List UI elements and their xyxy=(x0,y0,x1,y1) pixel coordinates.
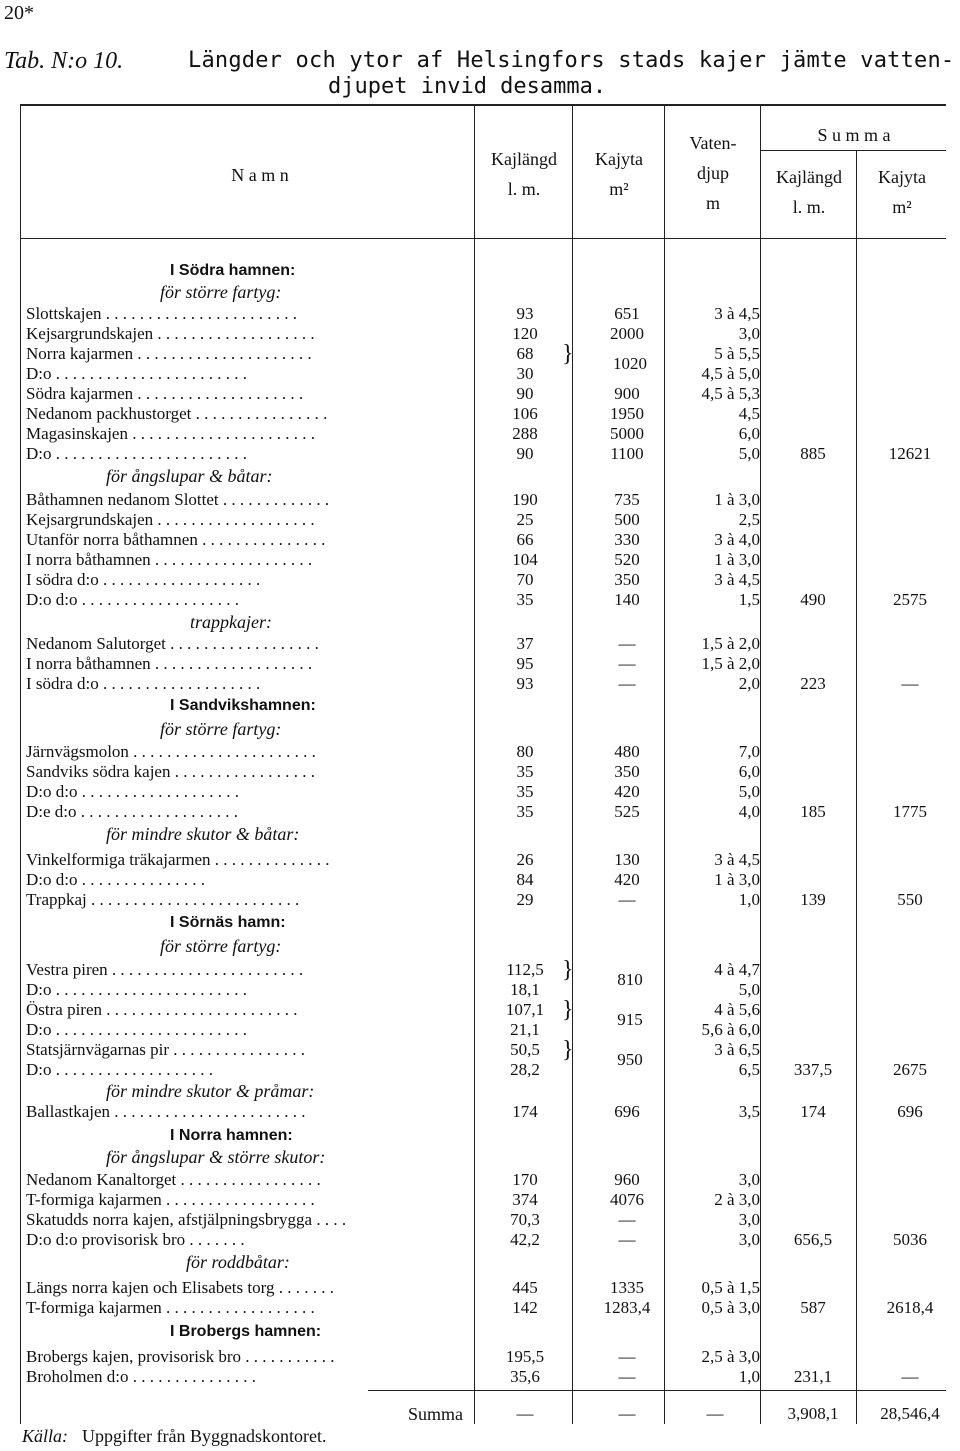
cell-c2: 350 xyxy=(614,570,640,589)
cell-c1: 120 xyxy=(512,324,538,343)
table-row xyxy=(0,1190,960,1210)
cell-c3: 1 à 3,0 xyxy=(714,490,760,509)
cell-c5: 1775 xyxy=(893,802,927,821)
cell-c5: 550 xyxy=(897,890,923,909)
cell-name: I södra d:o . . . . . . . . . . . . . . . . . . . xyxy=(26,570,261,589)
table-row xyxy=(0,1367,960,1387)
top-rule xyxy=(20,104,946,106)
table-row xyxy=(0,550,960,570)
cell-name: Skatudds norra kajen, afstjälpningsbrygga . . . . xyxy=(26,1210,347,1229)
cell-c3: 6,5 xyxy=(738,1060,760,1079)
cell-name: Brobergs kajen, provisorisk bro . . . . . . . . . . . xyxy=(26,1347,335,1366)
cell-c3: 1,0 xyxy=(738,1367,760,1386)
cell-c3: 1 à 3,0 xyxy=(714,870,760,889)
cell-c1: 104 xyxy=(512,550,538,569)
cell-c1: 190 xyxy=(512,490,538,509)
cell-c3: 5,0 xyxy=(738,444,760,463)
cell-c5: 2575 xyxy=(893,590,927,609)
cell-c1: 68 xyxy=(516,344,534,363)
cell-c3: 1,5 à 2,0 xyxy=(701,654,760,673)
cell-name: Trappkaj . . . . . . . . . . . . . . . . . . . . . . . . . xyxy=(26,890,300,909)
brace-glyph: } xyxy=(562,957,574,983)
cell-c3: 5,6 à 6,0 xyxy=(701,1020,760,1039)
cell-c4: 337,5 xyxy=(793,1060,833,1079)
cell-name: D:e d:o . . . . . . . . . . . . . . . . . . . xyxy=(26,802,239,821)
table-row xyxy=(0,1278,960,1298)
brace-value-row xyxy=(0,354,960,374)
cell-c2: 350 xyxy=(614,762,640,781)
header-bottom-rule xyxy=(20,238,946,239)
cell-c1: 35 xyxy=(516,762,534,781)
table-row xyxy=(0,384,960,404)
cell-c2: 420 xyxy=(614,782,640,801)
cell-name: D:o . . . . . . . . . . . . . . . . . . . . . . . xyxy=(26,980,247,999)
subsection-heading: för mindre skutor & båtar: xyxy=(106,824,300,844)
summa-kajyta: — xyxy=(618,1404,636,1423)
cell-c4: 885 xyxy=(800,444,826,463)
cell-c3: 4,5 à 5,3 xyxy=(701,384,760,403)
section-heading: I Sörnäs hamn: xyxy=(170,914,286,931)
subsection-heading: för roddbåtar: xyxy=(186,1252,290,1272)
subsection-heading: för större fartyg: xyxy=(160,719,282,739)
cell-name: Sandviks södra kajen . . . . . . . . . . . . . . . . . xyxy=(26,762,315,781)
cell-name: Kejsargrundskajen . . . . . . . . . . . . . . . . . . . xyxy=(26,324,315,343)
cell-c3: 1,5 xyxy=(738,590,760,609)
cell-c4: 139 xyxy=(800,890,826,909)
table-row xyxy=(0,1210,960,1230)
cell-c3: 1 à 3,0 xyxy=(714,550,760,569)
cell-c3: 2,5 à 3,0 xyxy=(701,1347,760,1366)
cell-name: Järnvägsmolon . . . . . . . . . . . . . . . . . . . . . . xyxy=(26,742,316,761)
brace-value-row xyxy=(0,1050,960,1070)
cell-c5: — xyxy=(901,674,919,693)
header-summa-kajyta-unit: m² xyxy=(892,197,912,217)
header-summa-kajyta: Kajyta xyxy=(878,167,926,187)
cell-name: D:o d:o . . . . . . . . . . . . . . . xyxy=(26,870,205,889)
cell-name: T-formiga kajarmen . . . . . . . . . . . . . . . . . . xyxy=(26,1298,315,1317)
cell-c1: 106 xyxy=(512,404,538,423)
summa-top-rule xyxy=(368,1390,946,1391)
cell-c3: 2,5 xyxy=(738,510,760,529)
cell-c3: 3 à 4,0 xyxy=(714,530,760,549)
cell-c1: 80 xyxy=(516,742,534,761)
cell-name: Slottskajen . . . . . . . . . . . . . . . . . . . . . . . xyxy=(26,304,298,323)
cell-c3: 3,5 xyxy=(738,1102,760,1121)
title-line-2: djupet invid desamma. xyxy=(328,74,607,99)
cell-c3: 4,5 à 5,0 xyxy=(701,364,760,383)
cell-c5: 12621 xyxy=(888,444,932,463)
cell-name: Norra kajarmen . . . . . . . . . . . . . . . . . . . . . xyxy=(26,344,312,363)
cell-c5: 5036 xyxy=(893,1230,927,1249)
cell-name: D:o . . . . . . . . . . . . . . . . . . . xyxy=(26,1060,213,1079)
table-row xyxy=(0,762,960,782)
cell-c4: 231,1 xyxy=(793,1367,833,1386)
cell-c2: 2000 xyxy=(610,324,644,343)
header-vatten-2: djup xyxy=(696,163,729,183)
cell-c1: 66 xyxy=(516,530,534,549)
section-heading: I Sandvikshamnen: xyxy=(170,697,316,714)
summa-kajlangd: — xyxy=(516,1404,534,1423)
cell-name: D:o d:o . . . . . . . . . . . . . . . . . . . xyxy=(26,782,239,801)
cell-c1: 84 xyxy=(516,870,534,889)
cell-c2: — xyxy=(618,1210,636,1229)
brace-value: 1020 xyxy=(613,354,647,373)
cell-c1: 142 xyxy=(512,1298,538,1317)
cell-c2: 960 xyxy=(614,1170,640,1189)
header-namn: N a m n xyxy=(231,165,289,185)
cell-name: Statsjärnvägarnas pir . . . . . . . . . . . . . . . . xyxy=(26,1040,306,1059)
header-summa-kajlangd-unit: l. m. xyxy=(792,197,826,217)
cell-c2: 130 xyxy=(614,850,640,869)
cell-c1: 26 xyxy=(516,850,534,869)
table-row xyxy=(0,674,960,694)
cell-name: D:o . . . . . . . . . . . . . . . . . . . . . . . xyxy=(26,444,247,463)
table-row xyxy=(0,424,960,444)
cell-name: Östra piren . . . . . . . . . . . . . . . . . . . . . . . xyxy=(26,1000,298,1019)
cell-name: Nedanom Salutorget . . . . . . . . . . . . . . . . . . xyxy=(26,634,319,653)
summa-label: Summa xyxy=(408,1404,464,1424)
cell-c3: 5,0 xyxy=(738,980,760,999)
cell-c3: 4 à 5,6 xyxy=(714,1000,760,1019)
cell-c5: 2618,4 xyxy=(886,1298,934,1317)
cell-name: Nedanom packhustorget . . . . . . . . . . . . . . . . xyxy=(26,404,328,423)
header-kajyta-unit: m² xyxy=(609,179,629,199)
cell-name: Längs norra kajen och Elisabets torg . . . . . . . xyxy=(26,1278,334,1297)
table-row xyxy=(0,304,960,324)
cell-name: Vestra piren . . . . . . . . . . . . . . . . . . . . . . . xyxy=(26,960,304,979)
cell-c3: 1,0 xyxy=(738,890,760,909)
source-label: Källa: xyxy=(22,1426,69,1446)
cell-c3: 2 à 3,0 xyxy=(714,1190,760,1209)
table-row xyxy=(0,490,960,510)
source-text: Uppgifter från Byggnadskontoret. xyxy=(82,1426,327,1446)
cell-c4: 587 xyxy=(800,1298,826,1317)
cell-c3: 4,0 xyxy=(738,802,760,821)
cell-name: I norra båthamnen . . . . . . . . . . . . . . . . . . . xyxy=(26,550,313,569)
cell-c2: — xyxy=(618,890,636,909)
cell-c1: 50,5 xyxy=(510,1040,540,1059)
table-row xyxy=(0,1230,960,1250)
cell-c3: 4 à 4,7 xyxy=(714,960,760,979)
cell-c4: 656,5 xyxy=(793,1230,833,1249)
brace-value-row xyxy=(0,1010,960,1030)
cell-c2: 330 xyxy=(614,530,640,549)
cell-c3: 5 à 5,5 xyxy=(714,344,760,363)
cell-c4: 185 xyxy=(800,802,826,821)
cell-c2: 5000 xyxy=(610,424,644,443)
cell-c5: 696 xyxy=(897,1102,923,1121)
cell-c1: 445 xyxy=(512,1278,538,1297)
cell-name: Ballastkajen . . . . . . . . . . . . . . . . . . . . . . . xyxy=(26,1102,306,1121)
section-heading: I Södra hamnen: xyxy=(170,262,296,279)
table-row xyxy=(0,890,960,910)
cell-c1: 112,5 xyxy=(506,960,544,979)
cell-c1: 95 xyxy=(516,654,534,673)
summa-total-kajyta: 28,546,4 xyxy=(880,1404,940,1423)
summa-sub-rule xyxy=(760,150,946,151)
brace-value: 950 xyxy=(617,1050,643,1069)
cell-name: Kejsargrundskajen . . . . . . . . . . . . . . . . . . . xyxy=(26,510,315,529)
table-row xyxy=(0,850,960,870)
cell-name: Magasinskajen . . . . . . . . . . . . . . . . . . . . . . xyxy=(26,424,315,443)
cell-c5: 2675 xyxy=(893,1060,927,1079)
cell-name: D:o . . . . . . . . . . . . . . . . . . . . . . . xyxy=(26,1020,247,1039)
brace-glyph: } xyxy=(562,341,574,367)
table-row xyxy=(0,634,960,654)
table-row xyxy=(0,510,960,530)
table-row xyxy=(0,590,960,610)
cell-c2: 900 xyxy=(614,384,640,403)
cell-c2: 525 xyxy=(614,802,640,821)
cell-c3: 1,5 à 2,0 xyxy=(701,634,760,653)
cell-c2: 500 xyxy=(614,510,640,529)
table-number: Tab. N:o 10. xyxy=(4,48,124,74)
cell-c1: 70 xyxy=(516,570,534,589)
cell-c1: 170 xyxy=(512,1170,538,1189)
table-row xyxy=(0,1102,960,1122)
brace-value: 915 xyxy=(617,1010,643,1029)
cell-name: D:o d:o . . . . . . . . . . . . . . . . . . . xyxy=(26,590,239,609)
cell-c3: 3 à 4,5 xyxy=(714,304,760,323)
cell-c2: 1335 xyxy=(610,1278,644,1297)
brace-value-row xyxy=(0,970,960,990)
cell-c1: 29 xyxy=(516,890,534,909)
cell-name: I södra d:o . . . . . . . . . . . . . . . . . . . xyxy=(26,674,261,693)
subsection-heading: för ångslupar & större skutor: xyxy=(106,1147,326,1167)
brace-glyph: } xyxy=(562,997,574,1023)
table-row xyxy=(0,1170,960,1190)
cell-c1: 35 xyxy=(516,802,534,821)
cell-c1: 25 xyxy=(516,510,534,529)
header-kajyta: Kajyta xyxy=(595,149,643,169)
cell-c1: 21,1 xyxy=(510,1020,540,1039)
table-row xyxy=(0,444,960,464)
subsection-heading: för ångslupar & båtar: xyxy=(106,466,273,486)
cell-c2: — xyxy=(618,1347,636,1366)
cell-c1: 93 xyxy=(516,304,534,323)
cell-c2: — xyxy=(618,634,636,653)
cell-c2: 735 xyxy=(614,490,640,509)
cell-c1: 35 xyxy=(516,590,534,609)
cell-c2: 420 xyxy=(614,870,640,889)
table-row xyxy=(0,1347,960,1367)
cell-c1: 35,6 xyxy=(510,1367,540,1386)
cell-c1: 70,3 xyxy=(510,1210,540,1229)
table-row xyxy=(0,870,960,890)
cell-name: Vinkelformiga träkajarmen . . . . . . . . . . . . . . xyxy=(26,850,330,869)
cell-c1: 288 xyxy=(512,424,538,443)
cell-c3: 3,0 xyxy=(738,324,760,343)
cell-c1: 37 xyxy=(516,634,534,653)
header-kajlangd: Kajlängd xyxy=(491,149,557,169)
cell-c3: 3 à 4,5 xyxy=(714,850,760,869)
cell-c3: 2,0 xyxy=(738,674,760,693)
cell-c2: — xyxy=(618,674,636,693)
cell-c3: 3 à 4,5 xyxy=(714,570,760,589)
cell-c5: — xyxy=(901,1367,919,1386)
section-heading: I Norra hamnen: xyxy=(170,1127,293,1144)
table-row xyxy=(0,530,960,550)
cell-c1: 18,1 xyxy=(510,980,540,999)
cell-c3: 4,5 xyxy=(738,404,760,423)
cell-c1: 28,2 xyxy=(510,1060,540,1079)
summa-row xyxy=(0,1404,960,1424)
cell-c3: 3,0 xyxy=(738,1210,760,1229)
cell-c4: 174 xyxy=(800,1102,826,1121)
cell-c1: 93 xyxy=(516,674,534,693)
cell-c2: 1100 xyxy=(610,444,644,463)
cell-c1: 42,2 xyxy=(510,1230,540,1249)
cell-c3: 0,5 à 3,0 xyxy=(701,1298,760,1317)
cell-name: Nedanom Kanaltorget . . . . . . . . . . . . . . . . . xyxy=(26,1170,321,1189)
cell-c1: 174 xyxy=(512,1102,538,1121)
cell-c2: — xyxy=(618,654,636,673)
cell-c1: 374 xyxy=(512,1190,538,1209)
cell-c4: 223 xyxy=(800,674,826,693)
subsection-heading: trappkajer: xyxy=(190,612,272,632)
subsection-heading: för mindre skutor & pråmar: xyxy=(106,1081,315,1101)
cell-name: D:o d:o provisorisk bro . . . . . . . xyxy=(26,1230,245,1249)
cell-c2: 140 xyxy=(614,590,640,609)
cell-name: I norra båthamnen . . . . . . . . . . . . . . . . . . . xyxy=(26,654,313,673)
cell-c2: 696 xyxy=(614,1102,640,1121)
cell-name: D:o . . . . . . . . . . . . . . . . . . . . . . . xyxy=(26,364,247,383)
table-row xyxy=(0,782,960,802)
table-row xyxy=(0,324,960,344)
section-heading: I Brobergs hamnen: xyxy=(170,1323,322,1340)
table-row xyxy=(0,404,960,424)
cell-c3: 0,5 à 1,5 xyxy=(701,1278,760,1297)
source-note xyxy=(22,1426,326,1447)
page-number: 20* xyxy=(4,2,34,24)
cell-c3: 3 à 6,5 xyxy=(714,1040,760,1059)
header-vatten: Vaten- xyxy=(689,133,737,153)
cell-name: Båthamnen nedanom Slottet . . . . . . . . . . . . . xyxy=(26,490,330,509)
cell-c3: 6,0 xyxy=(738,762,760,781)
cell-c1: 90 xyxy=(516,384,534,403)
brace-value: 810 xyxy=(617,970,643,989)
header-summa: S u m m a xyxy=(817,125,891,145)
cell-c2: 1283,4 xyxy=(603,1298,651,1317)
cell-c4: 490 xyxy=(800,590,826,609)
cell-name: Broholmen d:o . . . . . . . . . . . . . . . xyxy=(26,1367,256,1386)
cell-name: Södra kajarmen . . . . . . . . . . . . . . . . . . . . xyxy=(26,384,304,403)
cell-c1: 90 xyxy=(516,444,534,463)
header-vatten-unit: m xyxy=(705,193,720,213)
cell-c2: 4076 xyxy=(610,1190,644,1209)
cell-c2: — xyxy=(618,1367,636,1386)
table-row xyxy=(0,570,960,590)
cell-c3: 7,0 xyxy=(738,742,760,761)
header-kajlangd-unit: l. m. xyxy=(507,179,541,199)
subsection-heading: för större fartyg: xyxy=(160,936,282,956)
cell-c1: 107,1 xyxy=(505,1000,545,1019)
title-line-1: Längder och ytor af Helsingfors stads kajer jämte vatten- xyxy=(188,48,955,73)
table-row xyxy=(0,802,960,822)
cell-c2: — xyxy=(618,1230,636,1249)
brace-glyph: } xyxy=(562,1037,574,1063)
cell-c3: 3,0 xyxy=(738,1170,760,1189)
cell-c3: 3,0 xyxy=(738,1230,760,1249)
cell-c1: 35 xyxy=(516,782,534,801)
table-row xyxy=(0,742,960,762)
cell-c3: 6,0 xyxy=(738,424,760,443)
cell-c2: 651 xyxy=(614,304,640,323)
summa-total-kajlangd: 3,908,1 xyxy=(787,1404,839,1423)
cell-c2: 1950 xyxy=(610,404,644,423)
cell-c1: 30 xyxy=(516,364,534,383)
cell-c2: 480 xyxy=(614,742,640,761)
subsection-heading: för större fartyg: xyxy=(160,282,282,302)
cell-c3: 5,0 xyxy=(738,782,760,801)
header-summa-kajlangd: Kajlängd xyxy=(776,167,842,187)
cell-name: Utanför norra båthamnen . . . . . . . . . . . . . . . xyxy=(26,530,326,549)
cell-name: T-formiga kajarmen . . . . . . . . . . . . . . . . . . xyxy=(26,1190,315,1209)
cell-c2: 520 xyxy=(614,550,640,569)
summa-djup: — xyxy=(706,1404,724,1423)
table-row xyxy=(0,1298,960,1318)
table-row xyxy=(0,654,960,674)
cell-c1: 195,5 xyxy=(505,1347,545,1366)
